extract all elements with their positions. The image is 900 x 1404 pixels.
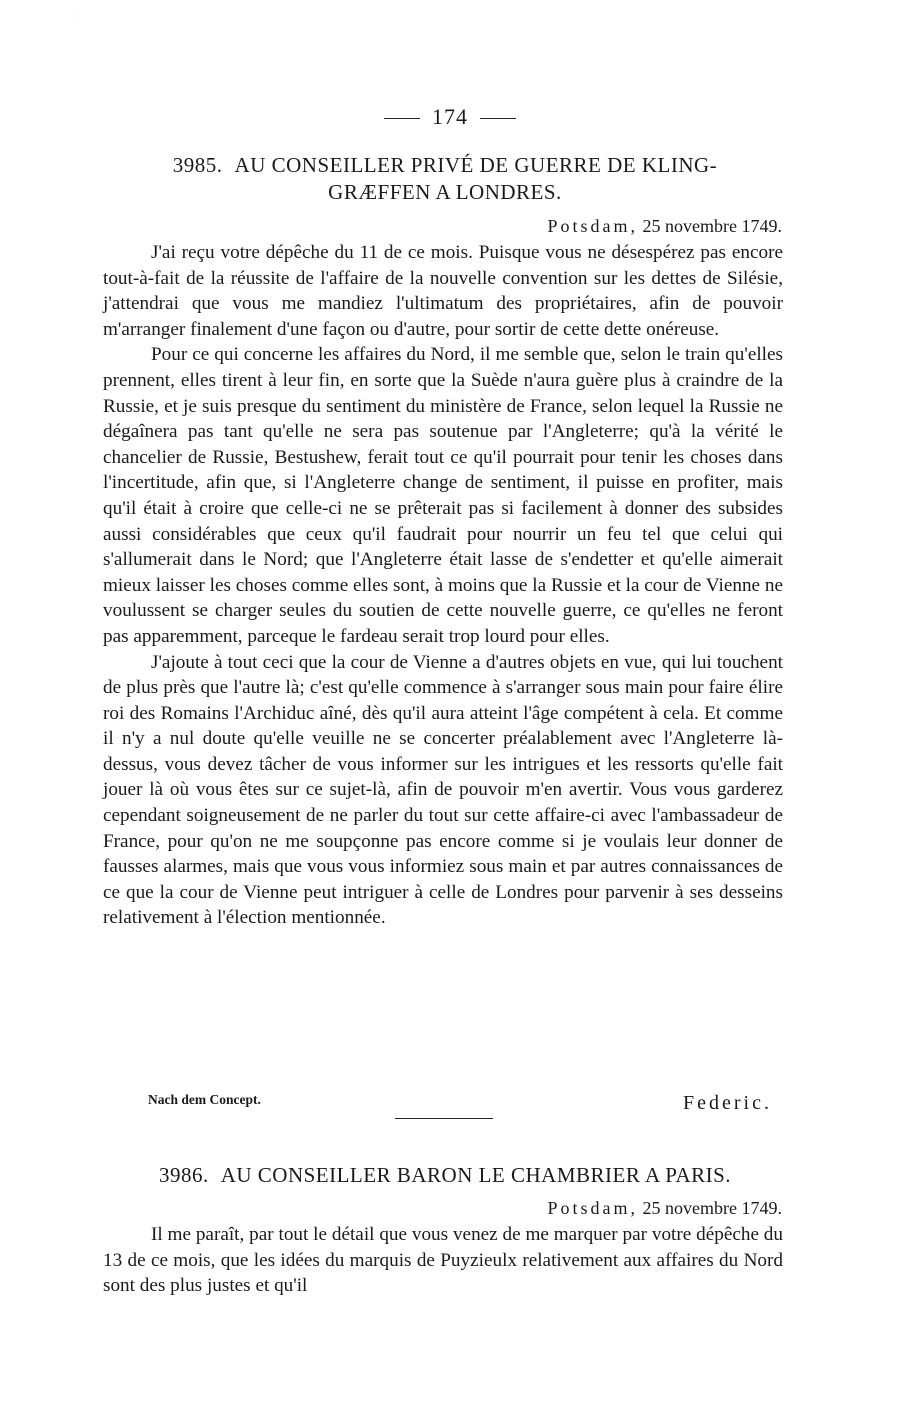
letter-dateline-3986	[548, 1198, 783, 1219]
letter-heading-3986	[105, 1162, 785, 1189]
letter-title-line1: AU CONSEILLER PRIVÉ DE GUERRE DE KLING-	[234, 153, 718, 177]
letter-number: 3985.	[172, 153, 223, 177]
letter-number: 3986.	[158, 1163, 209, 1187]
date-value: 25 novembre 1749.	[642, 216, 782, 236]
date-value: 25 novembre 1749.	[642, 1198, 782, 1218]
letter-dateline-3985	[548, 216, 783, 237]
page-number	[0, 104, 900, 130]
letter-heading-line1	[105, 1162, 785, 1189]
letter-title-line2: GRÆFFEN A LONDRES.	[328, 180, 562, 204]
letter-title-line1: AU CONSEILLER BARON LE CHAMBRIER A PARIS.	[220, 1163, 732, 1187]
signature: Federic.	[683, 1092, 772, 1114]
paragraph: Il me paraît, par tout le détail que vous venez de me marquer par votre dépêche du 13 de ce mois, que les idées du marquis de Puyzieulx relativement aux affaires du Nord sont des plus justes et qu'il	[103, 1224, 783, 1297]
letter-heading-3985	[105, 152, 785, 206]
page-number-dash-right	[480, 118, 516, 119]
source-note: Nach dem Concept.	[148, 1092, 261, 1107]
scan-speck: ·	[75, 12, 78, 21]
section-separator	[395, 1118, 493, 1119]
paragraph: J'ai reçu votre dépêche du 11 de ce mois. Puisque vous ne désespérez pas encore tout-à-fait de la réussite de l'affaire de la nouvelle convention sur les dettes de Silésie, j'attendrai que vous me mandiez l'ultimatum des propriétaires, afin de pouvoir m'arranger finalement d'une façon ou d'autre, pour sortir de cette dette onéreuse.	[103, 242, 783, 340]
date-place: Potsdam,	[547, 216, 639, 236]
letter-body-3986	[103, 1222, 783, 1299]
letter-body-3985	[103, 240, 783, 931]
page-number-dash-left	[384, 118, 420, 119]
date-place: Potsdam,	[547, 1198, 639, 1218]
letter-heading-line1	[105, 152, 785, 179]
page-number-value: 174	[432, 104, 468, 129]
paragraph: Pour ce qui concerne les affaires du Nord, il me semble que, selon le train qu'elles prennent, elles tirent à leur fin, en sorte que la Suède n'aura guère plus à craindre de la Russie, et je suis presque du sentiment du ministère de France, selon lequel la Russie ne dégaînera pas tant qu'elle ne sera pas soutenue par l'Angleterre; qu'à la vérité le chancelier de Russie, Bestushew, ferait tout ce qu'il pourrait pour tenir les choses dans l'incertitude, afin que, si l'Angleterre change de sentiment, il puisse en profiter, mais qu'il était à croire que celle-ci ne se prêterait pas si facilement à donner des subsides aussi considérables que ceux qu'il faudrait pour nourrir un feu tel que celui qui s'allumerait dans le Nord; que l'Angleterre était lasse de s'endetter et qu'elle aimerait mieux laisser les choses comme elles sont, à moins que la Russie et la cour de Vienne ne voulussent se charger seules du soutien de cette nouvelle guerre, ce qu'elles ne feront pas apparemment, parceque le fardeau serait trop lourd pour elles.	[103, 344, 783, 647]
paragraph: J'ajoute à tout ceci que la cour de Vienne a d'autres objets en vue, qui lui touchent de plus près que l'autre là; c'est qu'elle commence à s'arranger sous main pour faire élire roi des Romains l'Archiduc aîné, dès qu'il aura atteint l'âge compétent à cela. Et comme il n'y a nul doute qu'elle veuille ne se concerter préalablement avec l'Angleterre là-dessus, vous devez tâcher de vous informer sur les intrigues et les ressorts qu'elle fait jouer là où vous êtes sur ce sujet-là, afin de pouvoir m'en avertir. Vous vous garderez cependant soigneusement de ne parler du tout sur cette affaire-ci avec l'ambassadeur de France, pour qu'on ne me soupçonne pas encore comme si je voulais leur donner de fausses alarmes, mais que vous vous informiez sous main et par autres connaissances de ce que la cour de Vienne peut intriguer à celle de Londres pour parvenir à ses desseins relativement à l'élection mentionnée.	[103, 651, 783, 929]
